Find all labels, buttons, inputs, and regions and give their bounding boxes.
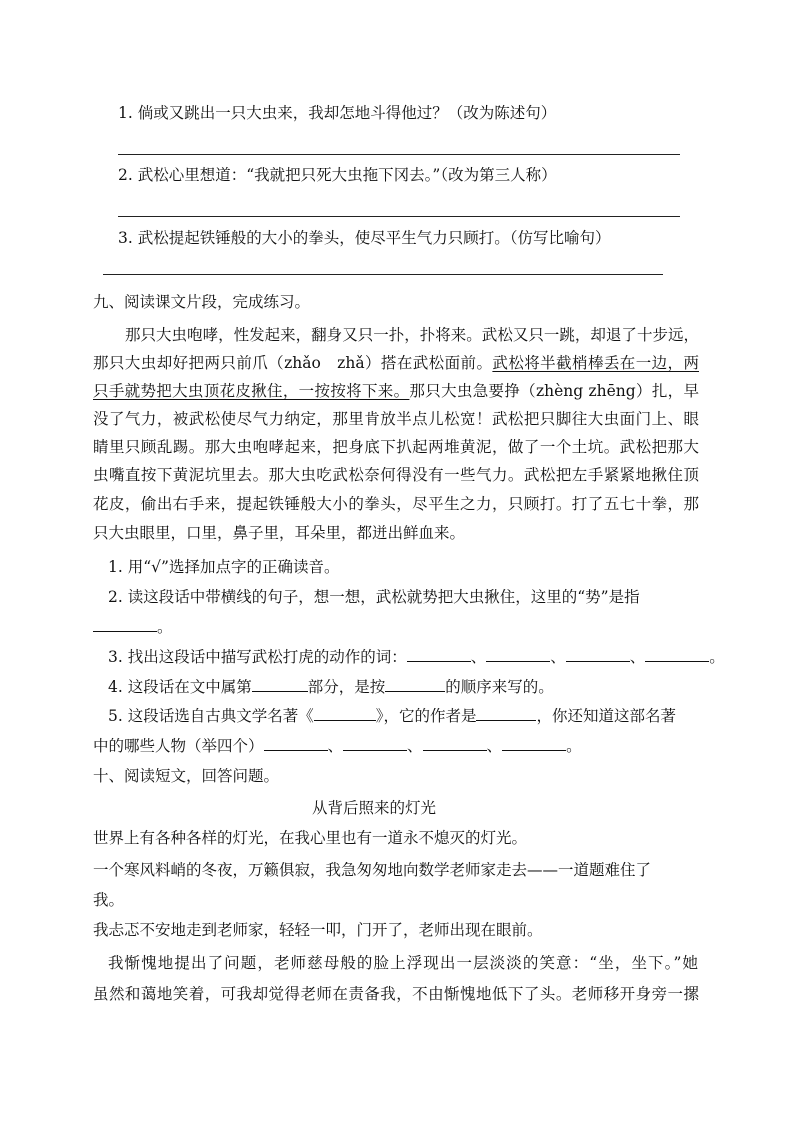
answer-blank[interactable] <box>264 735 328 751</box>
question-9-2: 2. 读这段话中带横线的句子，想一想，武松就势把大虫揪住，这里的“势”是指 <box>108 588 640 606</box>
passage-line-5: 睛里只顾乱踢。那大虫咆哮起来，把身底下扒起两堆黄泥，做了一个土坑。武松把那大 <box>93 438 699 456</box>
section-10-heading: 十、阅读短文，回答问题。 <box>93 767 280 785</box>
question-9-5-cont <box>93 734 582 756</box>
answer-blank[interactable] <box>343 735 407 751</box>
answer-blank[interactable] <box>423 735 487 751</box>
article-paragraph-2: 一个寒风料峭的冬夜，万籁俱寂，我急匆匆地向数学老师家走去——一道题难住了 <box>93 861 652 879</box>
question-text: ，你还知道这部名著 <box>536 707 676 725</box>
answer-line-2[interactable] <box>118 216 680 217</box>
passage-line-1: 那只大虫咆哮，性发起来，翻身又只一扑，扑将来。武松又只一跳，却退了十步远， <box>125 326 699 344</box>
passage-line-3 <box>93 379 699 401</box>
answer-blank[interactable] <box>645 646 709 662</box>
question-text: 》，它的作者是 <box>375 707 477 725</box>
answer-blank[interactable] <box>93 616 157 632</box>
underlined-sentence: 武松将半截梢棒丢在一边，两 <box>492 354 699 372</box>
question-9-3 <box>108 645 725 667</box>
article-paragraph-4-cont: 虽然和蔼地笑着，可我却觉得老师在责备我，不由惭愧地低下了头。老师移开身旁一摞 <box>93 985 699 1003</box>
punctuation: 。 <box>709 648 725 666</box>
article-title: 从背后照来的灯光 <box>312 799 437 817</box>
section-9-heading: 九、阅读课文片段，完成练习。 <box>93 293 311 311</box>
answer-blank[interactable] <box>502 735 566 751</box>
punctuation: 。 <box>566 737 582 755</box>
separator: 、 <box>629 648 646 666</box>
answer-blank[interactable] <box>486 646 550 662</box>
question-9-2-cont <box>93 615 173 637</box>
passage-text: 那只大虫却好把两只前爪（zhǎo zhǎ）搭在武松面前。 <box>93 354 493 372</box>
question-text: 中的哪些人物（举四个） <box>93 737 264 755</box>
answer-blank[interactable] <box>476 705 536 721</box>
question-9-4 <box>108 675 554 697</box>
separator: 、 <box>470 648 487 666</box>
question-9-1: 1. 用“√”选择加点字的正确读音。 <box>108 558 340 576</box>
passage-text: 那只大虫急要挣（zhèng zhēng）扎，早 <box>409 382 699 400</box>
underlined-sentence: 只手就势把大虫顶花皮揪住，一按按将下来。 <box>93 382 410 400</box>
article-paragraph-3: 我忐忑不安地走到老师家，轻轻一叩，门开了，老师出现在眼前。 <box>93 921 543 939</box>
article-paragraph-2-cont: 我。 <box>93 891 125 909</box>
passage-line-8: 只大虫眼里，口里，鼻子里，耳朵里，都迸出鲜血来。 <box>93 524 466 542</box>
answer-blank[interactable] <box>566 646 630 662</box>
answer-line-1[interactable] <box>118 154 680 155</box>
passage-line-6: 虫嘴直按下黄泥坑里去。那大虫吃武松奈何得没有一些气力。武松把左手紧紧地揪住顶 <box>93 466 699 484</box>
answer-blank[interactable] <box>407 646 471 662</box>
question-text: 3. 找出这段话中描写武松打虎的动作的词： <box>108 648 407 666</box>
question-text: 部分，是按 <box>307 678 386 696</box>
separator: 、 <box>550 648 566 666</box>
passage-line-2 <box>93 351 699 373</box>
answer-blank[interactable] <box>314 705 376 721</box>
question-text: 的顺序来写的。 <box>445 678 554 696</box>
rewrite-question-2: 2. 武松心里想道：“我就把只死大虫拖下冈去。”（改为第三人称） <box>118 166 557 184</box>
question-text: 5. 这段话选自古典文学名著《 <box>108 707 314 725</box>
punctuation: 。 <box>157 618 173 636</box>
question-9-5 <box>108 704 676 726</box>
separator: 、 <box>327 737 344 755</box>
passage-line-7: 花皮，偷出右手来，提起铁锤般大小的拳头，尽平生之力，只顾打。打了五七十拳，那 <box>93 495 699 513</box>
rewrite-question-1: 1. 倘或又跳出一只大虫来，我却怎地斗得他过？（改为陈述句） <box>118 104 557 122</box>
separator: 、 <box>407 737 423 755</box>
question-text: 4. 这段话在文中属第 <box>108 678 252 696</box>
passage-line-4: 没了气力，被武松使尽气力纳定，那里肯放半点儿松宽！武松把只脚往大虫面门上、眼 <box>93 410 699 428</box>
rewrite-question-3: 3. 武松提起铁锤般的大小的拳头，使尽平生气力只顾打。（仿写比喻句） <box>118 229 611 247</box>
answer-blank[interactable] <box>385 676 445 692</box>
article-paragraph-1: 世界上有各种各样的灯光，在我心里也有一道永不熄灭的灯光。 <box>93 829 528 847</box>
article-paragraph-4: 我惭愧地提出了问题，老师慈母般的脸上浮现出一层淡淡的笑意：“坐，坐下。”她 <box>108 954 698 972</box>
answer-line-3[interactable] <box>103 274 663 275</box>
separator: 、 <box>486 737 503 755</box>
answer-blank[interactable] <box>252 676 308 692</box>
